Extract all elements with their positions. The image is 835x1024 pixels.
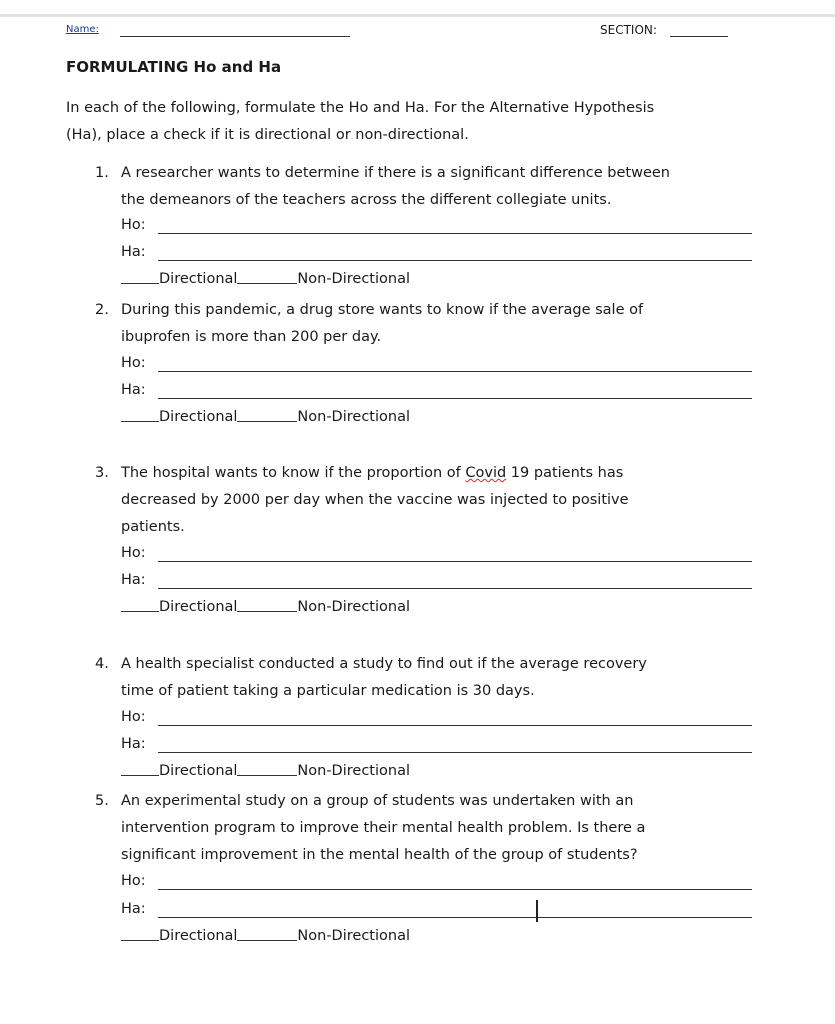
question-number: 4.	[95, 656, 109, 672]
ho-label: Ho:	[121, 545, 146, 561]
question-line: patients.	[121, 519, 185, 535]
question-line: During this pandemic, a drug store wants to know if the average sale of	[121, 302, 644, 318]
direction-choice-3	[121, 599, 521, 619]
question-text-segment: The hospital wants to know if the proportion of	[121, 465, 466, 481]
question-number: 1.	[95, 165, 109, 181]
non-directional-label: Non-Directional	[297, 409, 410, 425]
question-4-text	[121, 651, 771, 705]
ho-answer-line-5[interactable]	[158, 889, 752, 890]
page-top-border	[0, 14, 835, 17]
ho-label: Ho:	[121, 873, 146, 889]
ho-label: Ho:	[121, 355, 146, 371]
non-directional-check-blank[interactable]	[237, 940, 297, 941]
ho-label: Ho:	[121, 217, 146, 233]
section-label: SECTION:	[600, 23, 657, 37]
non-directional-label: Non-Directional	[297, 271, 410, 287]
directional-label: Directional	[159, 599, 238, 615]
ho-answer-line-4[interactable]	[158, 725, 752, 726]
instructions-line: In each of the following, formulate the Ho and Ha. For the Alternative Hypothesis	[66, 100, 655, 116]
question-line: An experimental study on a group of students was undertaken with an	[121, 793, 634, 809]
spellcheck-flagged-word[interactable]: Covid	[465, 465, 507, 481]
ho-answer-line-3[interactable]	[158, 561, 752, 562]
question-line: A researcher wants to determine if there is a significant difference between	[121, 165, 670, 181]
directional-check-blank[interactable]	[121, 421, 159, 422]
question-number: 3.	[95, 465, 109, 481]
directional-check-blank[interactable]	[121, 775, 159, 776]
non-directional-check-blank[interactable]	[237, 283, 297, 284]
ha-label: Ha:	[121, 572, 146, 588]
ha-answer-line-2[interactable]	[158, 398, 752, 399]
non-directional-label: Non-Directional	[297, 599, 410, 615]
instructions	[66, 95, 766, 149]
question-line: significant improvement in the mental health of the group of students?	[121, 847, 638, 863]
ha-label: Ha:	[121, 244, 146, 260]
instructions-line: (Ha), place a check if it is directional or non-directional.	[66, 127, 469, 143]
directional-label: Directional	[159, 271, 238, 287]
direction-choice-5	[121, 928, 521, 948]
question-line: intervention program to improve their mental health problem. Is there a	[121, 820, 646, 836]
header-row	[66, 22, 731, 42]
directional-label: Directional	[159, 409, 238, 425]
ho-answer-line-2[interactable]	[158, 371, 752, 372]
question-number: 2.	[95, 302, 109, 318]
question-line	[121, 460, 771, 487]
ha-label: Ha:	[121, 901, 146, 917]
question-number: 5.	[95, 793, 109, 809]
directional-check-blank[interactable]	[121, 611, 159, 612]
directional-check-blank[interactable]	[121, 940, 159, 941]
name-label: Name:	[66, 24, 99, 35]
directional-check-blank[interactable]	[121, 283, 159, 284]
name-field[interactable]	[120, 36, 350, 37]
ha-label: Ha:	[121, 382, 146, 398]
question-5-text	[121, 788, 771, 869]
question-text-segment: 19 patients has	[506, 465, 624, 481]
question-line: ibuprofen is more than 200 per day.	[121, 329, 382, 345]
non-directional-label: Non-Directional	[297, 928, 410, 944]
question-2-text	[121, 297, 771, 351]
direction-choice-4	[121, 763, 521, 783]
non-directional-check-blank[interactable]	[237, 421, 297, 422]
question-line: decreased by 2000 per day when the vaccine was injected to positive	[121, 492, 629, 508]
question-line: the demeanors of the teachers across the different collegiate units.	[121, 192, 612, 208]
text-cursor	[536, 900, 538, 922]
ha-answer-line-5[interactable]	[158, 917, 752, 918]
ha-label: Ha:	[121, 736, 146, 752]
worksheet-title: FORMULATING Ho and Ha	[66, 58, 282, 76]
non-directional-label: Non-Directional	[297, 763, 410, 779]
direction-choice-1	[121, 271, 521, 291]
ha-answer-line-3[interactable]	[158, 588, 752, 589]
section-field[interactable]	[670, 36, 728, 37]
non-directional-check-blank[interactable]	[237, 611, 297, 612]
ha-answer-line-4[interactable]	[158, 752, 752, 753]
direction-choice-2	[121, 409, 521, 429]
non-directional-check-blank[interactable]	[237, 775, 297, 776]
question-line: A health specialist conducted a study to find out if the average recovery	[121, 656, 647, 672]
question-line: time of patient taking a particular medication is 30 days.	[121, 683, 535, 699]
ha-answer-line-1[interactable]	[158, 260, 752, 261]
ho-label: Ho:	[121, 709, 146, 725]
directional-label: Directional	[159, 763, 238, 779]
directional-label: Directional	[159, 928, 238, 944]
question-1-text	[121, 160, 771, 214]
ho-answer-line-1[interactable]	[158, 233, 752, 234]
question-3-text	[121, 460, 771, 541]
